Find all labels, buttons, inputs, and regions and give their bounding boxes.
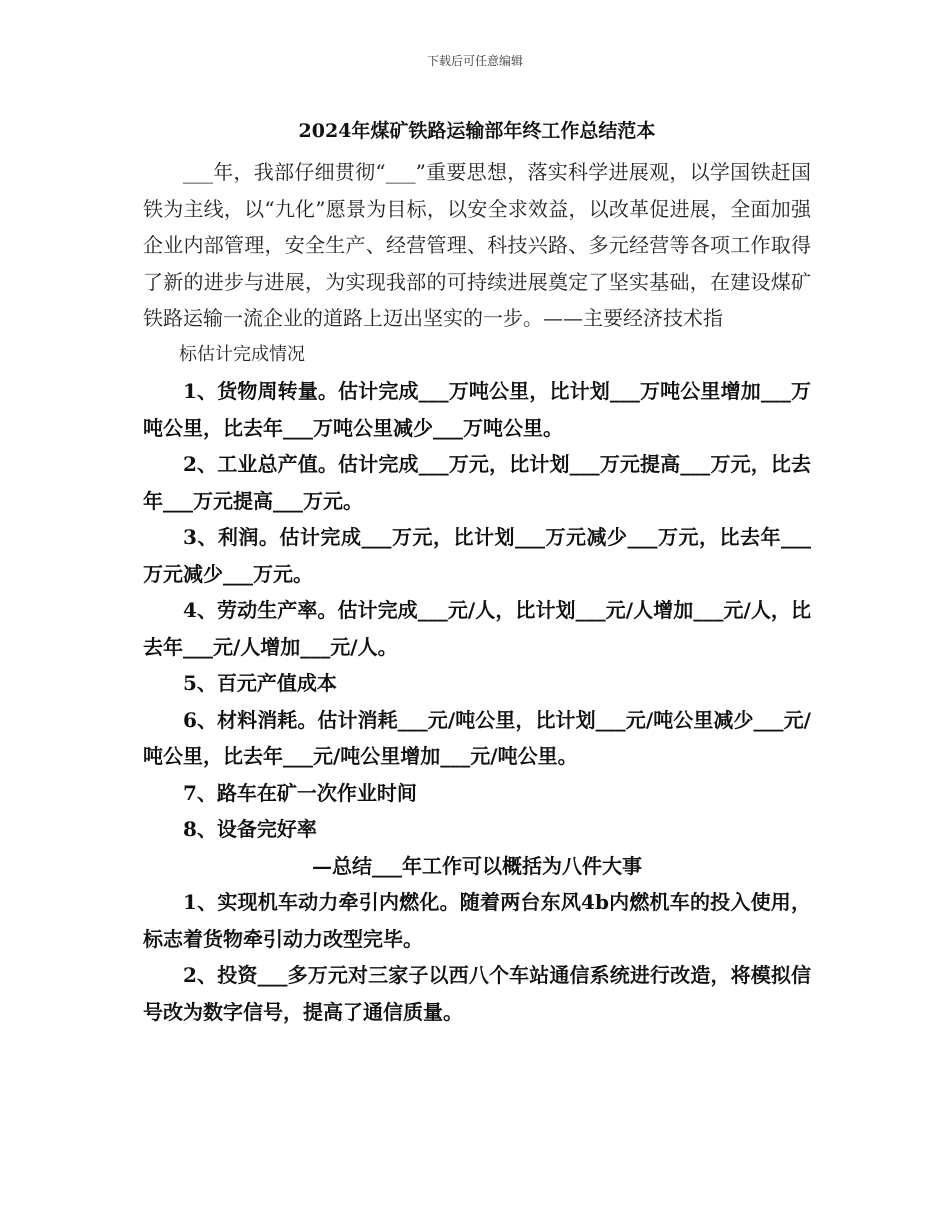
document-title: 2024年煤矿铁路运输部年终工作总结范本 [298,120,656,142]
indicator-item: 6、材料消耗。估计消耗___元/吨公里，比计划___元/吨公里减少___元/吨公里，比去年___元/吨公里增加___元/吨公里。 [143,707,811,768]
indicator-item: 3、利润。估计完成___万元，比计划___万元减少___万元，比去年___万元减少___万元。 [143,525,811,586]
section-heading-events: —总结___年工作可以概括为八件大事 [312,853,642,878]
document-body [143,118,811,1030]
intro-paragraph: ___年，我部仔细贯彻“___”重要思想，落实科学进展观，以学国铁赶国铁为主线，以“九化”愿景为目标，以安全求效益，以改革促进展，全面加强企业内部管理，安全生产、经营管理、科技兴路、多元经营等各项工作取得了新的进步与进展，为实现我部的可持续进展奠定了坚实基础，在建设煤矿铁路运输一流企业的道路上迈出坚实的一步。——主要经济技术指 [143,160,811,330]
event-item: 2、投资___多万元对三家子以西八个车站通信系统进行改造，将模拟信号改为数字信号，提高了通信质量。 [143,963,811,1024]
section-heading-indicators: 标估计完成情况 [179,343,305,365]
indicator-item: 4、劳动生产率。估计完成___元/人，比计划___元/人增加___元/人，比去年___元/人增加___元/人。 [143,598,811,659]
indicator-item: 1、货物周转量。估计完成___万吨公里，比计划___万吨公里增加___万吨公里，比去年___万吨公里减少___万吨公里。 [143,379,811,440]
indicator-item: 7、路车在矿一次作业时间 [183,780,417,805]
indicator-item: 2、工业总产值。估计完成___万元，比计划___万元提高___万元，比去年___万元提高___万元。 [143,452,811,513]
indicator-item: 8、设备完好率 [183,817,317,841]
event-item: 1、实现机车动力牵引内燃化。随着两台东风4b内燃机车的投入使用，标志着货物牵引动力改型完毕。 [143,890,811,951]
indicator-item: 5、百元产值成本 [183,671,337,695]
page-header-note: 下载后可任意编辑 [426,54,523,68]
